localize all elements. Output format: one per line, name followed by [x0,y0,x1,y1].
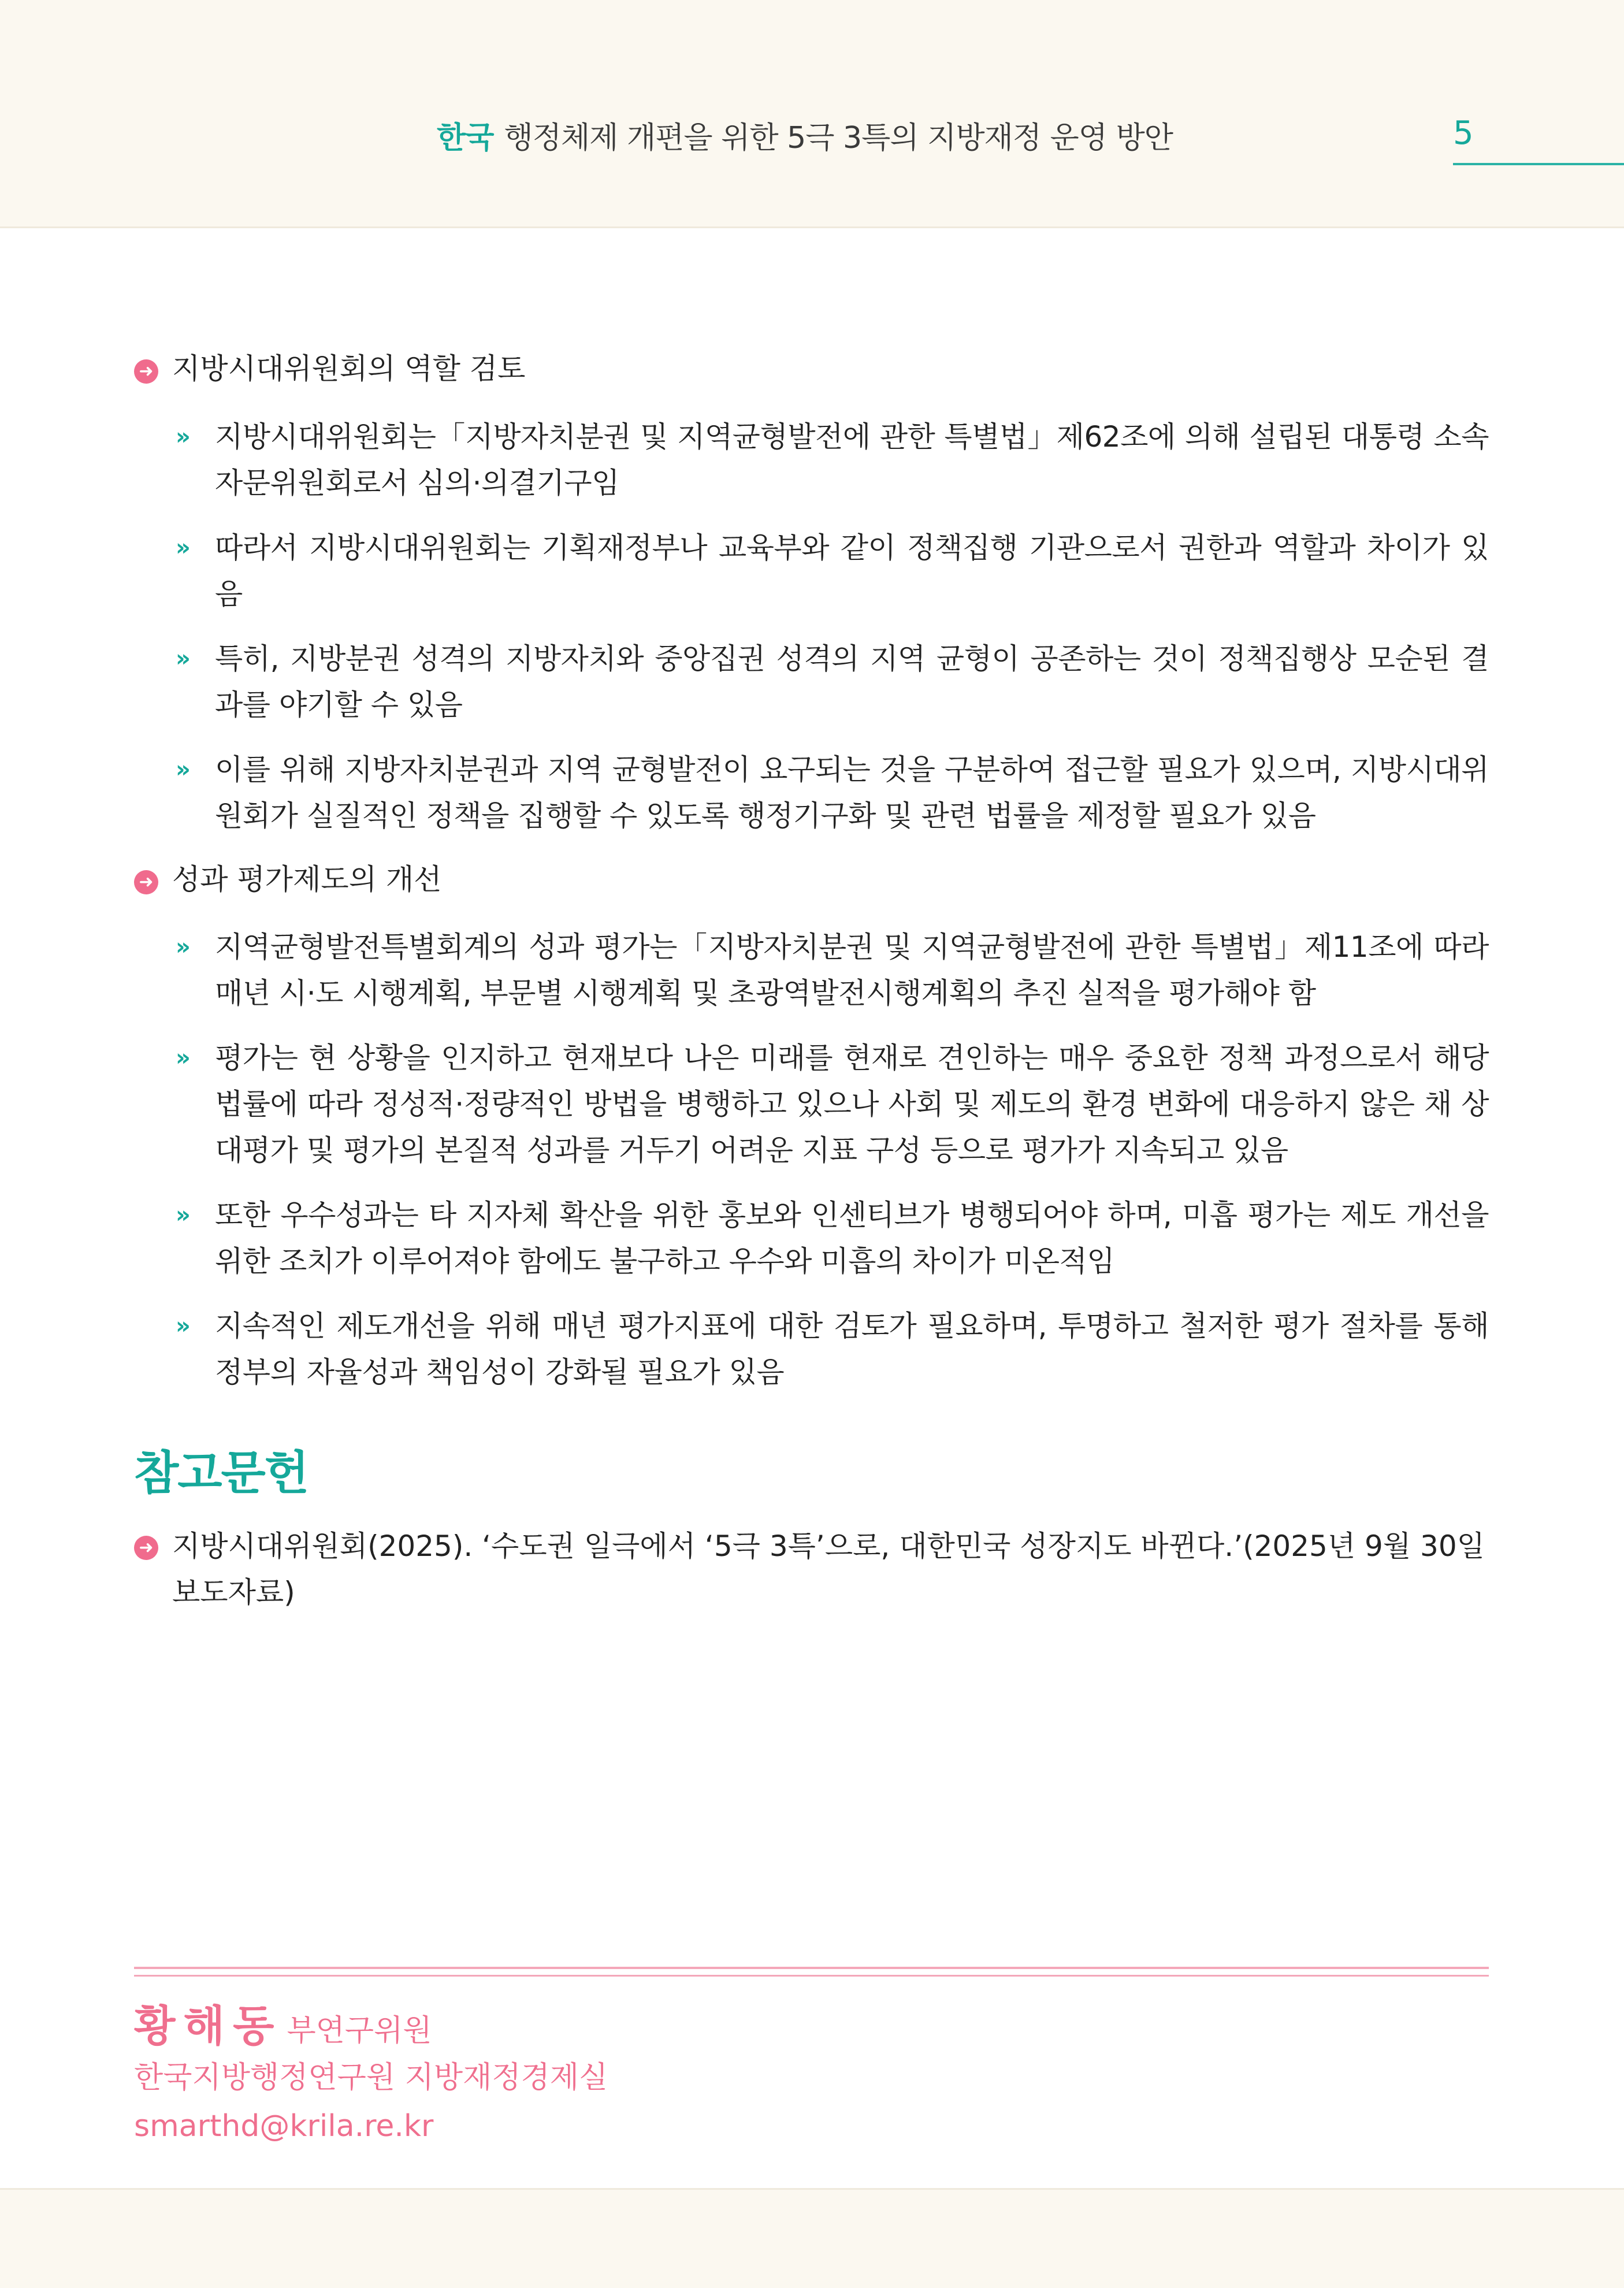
document-title: 행정체제 개편을 위한 5극 3특의 지방재정 운영 방안 [504,121,1173,155]
author-email[interactable]: smarthd@krila.re.kr [134,2109,434,2144]
page-number-rule [1453,163,1624,165]
author-block [134,1992,608,2150]
brand-label: 한국 [437,121,494,155]
list-item-text: 지속적인 제도개선을 위해 매년 평가지표에 대한 검토가 필요하며, 투명하고 철저한 평가 절차를 통해 정부의 자율성과 책임성이 강화될 필요가 있음 [215,1309,1489,1389]
page-footer [0,2188,1624,2288]
reference-item [134,1523,1489,1615]
references-title: 참고문헌 [134,1446,309,1500]
list-item [176,525,1489,617]
double-chevron-icon: » [176,645,185,672]
double-chevron-icon: » [176,423,185,450]
list-item-text: 또한 우수성과는 타 지자체 확산을 위한 홍보와 인센티브가 병행되어야 하며, 미흡 평가는 제도 개선을 위한 조치가 이루어져야 함에도 불구하고 우수와 미흡의 차이가 미온적임 [215,1198,1489,1278]
section-heading [134,857,1489,902]
list-item-text: 이를 위해 지방자치분권과 지역 균형발전이 요구되는 것을 구분하여 접근할 필요가 있으며, 지방시대위원회가 실질적인 정책을 집행할 수 있도록 행정기구화 및 관련 법률을 제정할 필요가 있음 [215,752,1489,833]
double-chevron-icon: » [176,934,185,960]
double-chevron-icon: » [176,1313,185,1339]
list-item-text: 따라서 지방시대위원회는 기획재정부나 교육부와 같이 정책집행 기관으로서 권한과 역할과 차이가 있음 [215,530,1489,611]
author-name: 황해동 [134,2001,283,2051]
section-heading-text: 성과 평가제도의 개선 [172,862,442,896]
double-chevron-icon: » [176,756,185,783]
double-chevron-icon: » [176,1045,185,1071]
list-item [176,1035,1489,1173]
double-chevron-icon: » [176,534,185,561]
double-chevron-icon: » [176,1202,185,1228]
reference-text: 지방시대위원회(2025). ‘수도권 일극에서 ‘5극 3특’으로, 대한민국 성장지도 바뀐다.’(2025년 9월 30일 보도자료) [172,1529,1485,1609]
list-item [176,746,1489,839]
page-number: 5 [1453,114,1474,152]
page-header [0,0,1624,228]
list-item [176,924,1489,1016]
main-content [134,347,1489,1615]
arrow-circle-icon: ➜ [134,870,158,894]
list-item [176,1192,1489,1284]
arrow-circle-icon: ➜ [134,359,158,384]
arrow-circle-icon: ➜ [134,1536,158,1560]
list-item-text: 평가는 현 상황을 인지하고 현재보다 나은 미래를 현재로 견인하는 매우 중요한 정책 과정으로서 해당 법률에 따라 정성적·정량적인 방법을 병행하고 있으나 사회 및 제도의 환경 변화에 대응하지 않은 채 상대평가 및 평가의 본질적 성과를 거두기 어려운 지표 구성 등으로 평가가 지속되고 있음 [215,1041,1489,1167]
list-item [176,414,1489,506]
running-title [0,113,1173,157]
author-title: 부연구위원 [287,2014,432,2048]
list-item [176,1303,1489,1395]
section-heading-text: 지방시대위원회의 역할 검토 [172,352,526,385]
author-divider [134,1967,1489,1977]
section-heading [134,347,1489,392]
list-item [176,636,1489,728]
list-item-text: 특히, 지방분권 성격의 지방자치와 중앙집권 성격의 지역 균형이 공존하는 것이 정책집행상 모순된 결과를 야기할 수 있음 [215,641,1489,722]
author-organization: 한국지방행정연구원 지방재정경제실 [134,2060,608,2095]
list-item-text: 지방시대위원회는「지방자치분권 및 지역균형발전에 관한 특별법」제62조에 의해 설립된 대통령 소속 자문위원회로서 심의·의결기구임 [215,419,1489,500]
list-item-text: 지역균형발전특별회계의 성과 평가는「지방자치분권 및 지역균형발전에 관한 특별법」제11조에 따라 매년 시·도 시행계획, 부문별 시행계획 및 초광역발전시행계획의 추진 실적을 평가해야 함 [215,930,1489,1010]
